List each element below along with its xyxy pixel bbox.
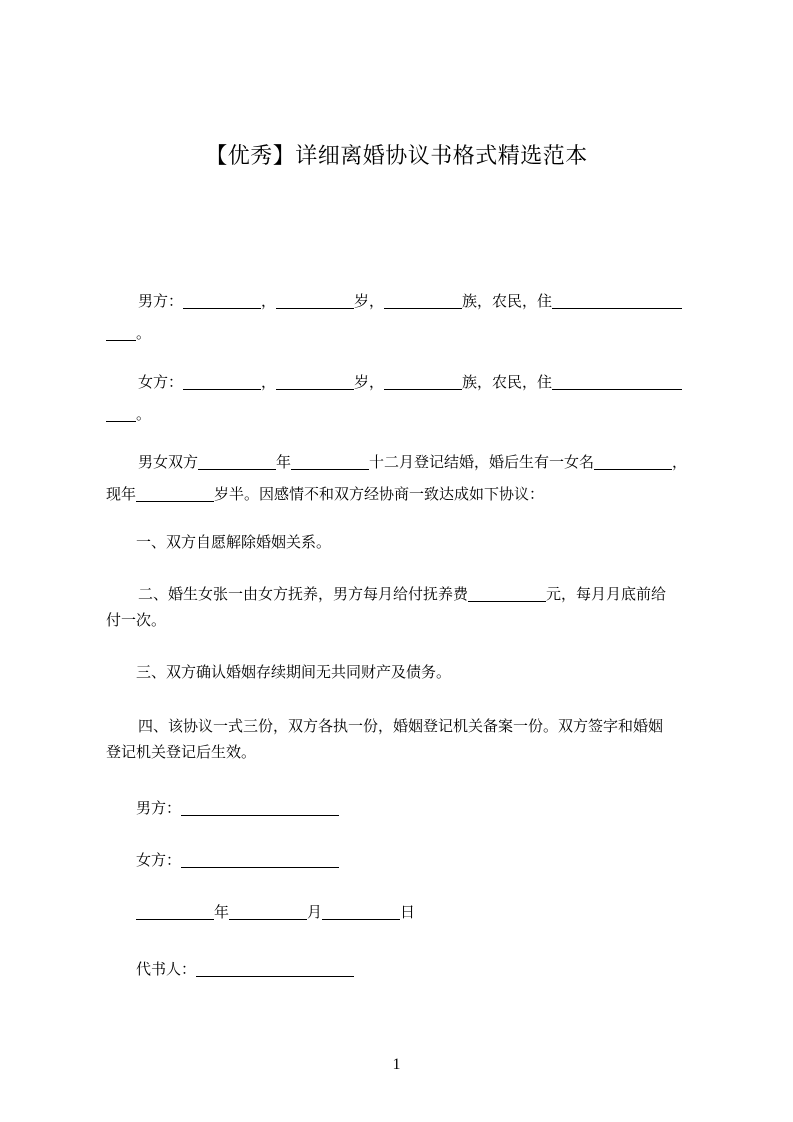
- woman-label: 女方：: [138, 373, 184, 391]
- clause-1: 一、双方自愿解除婚姻关系。: [136, 533, 332, 551]
- man-address-blank[interactable]: [552, 290, 682, 309]
- date-year-blank[interactable]: [136, 901, 214, 920]
- man-info-paragraph: [106, 285, 702, 317]
- clause-2-line2: 付一次。: [106, 611, 167, 629]
- man-signature-label: 男方：: [136, 799, 182, 817]
- woman-info-paragraph: [106, 366, 702, 398]
- clause-2: [106, 578, 702, 610]
- woman-separator: ，: [261, 373, 277, 391]
- date-line: [136, 896, 415, 928]
- marriage-month-text: 十二月登记结婚，婚后生有一女名: [369, 453, 595, 471]
- woman-address-blank-cont[interactable]: [106, 403, 136, 422]
- marriage-day-blank[interactable]: [291, 451, 369, 470]
- document-title: 【优秀】详细离婚协议书格式精选范本: [205, 144, 588, 169]
- woman-signature-label: 女方：: [136, 851, 182, 869]
- child-age-blank[interactable]: [136, 483, 214, 502]
- agent-signature-blank[interactable]: [196, 958, 354, 977]
- agent-signature-label: 代书人：: [136, 960, 197, 978]
- marriage-paragraph: [106, 446, 702, 478]
- woman-ethnic-blank[interactable]: [384, 371, 462, 390]
- now-year-label: 现年: [106, 485, 137, 503]
- page-number: 1: [392, 1056, 401, 1073]
- marriage-line2: [106, 478, 544, 510]
- woman-signature-line: [136, 844, 339, 876]
- agent-signature-line: [136, 953, 354, 985]
- clause-3: 三、双方确认婚姻存续期间无共同财产及债务。: [136, 663, 452, 681]
- marriage-year-label: 年: [276, 453, 292, 471]
- woman-age-suffix: 岁，: [354, 373, 385, 391]
- child-name-blank[interactable]: [594, 451, 672, 470]
- man-ethnic-blank[interactable]: [384, 290, 462, 309]
- woman-ethnic-suffix: 族，农民，住: [462, 373, 553, 391]
- man-address-blank-cont[interactable]: [106, 322, 136, 341]
- marriage-prefix: 男女双方: [138, 453, 199, 471]
- man-info-end: 。: [136, 324, 152, 342]
- man-separator: ，: [261, 292, 277, 310]
- man-label: 男方：: [138, 292, 184, 310]
- man-signature-blank[interactable]: [181, 797, 339, 816]
- woman-info-end: 。: [136, 405, 152, 423]
- man-signature-line: [136, 792, 339, 824]
- support-fee-blank[interactable]: [468, 583, 546, 602]
- man-age-suffix: 岁，: [354, 292, 385, 310]
- woman-age-blank[interactable]: [276, 371, 354, 390]
- clause-2-text-b: 元，每月月底前给: [546, 585, 667, 603]
- marriage-rest: 岁半。因感情不和双方经协商一致达成如下协议：: [214, 485, 545, 503]
- date-year-label: 年: [214, 903, 230, 921]
- man-age-blank[interactable]: [276, 290, 354, 309]
- date-day-label: 日: [400, 903, 416, 921]
- clause-4-line2: 登记机关登记后生效。: [106, 743, 257, 761]
- man-info-line2: [106, 317, 151, 349]
- clause-4: 四、该协议一式三份，双方各执一份，婚姻登记机关备案一份。双方签字和婚姻: [138, 717, 664, 735]
- clause-2-text-a: 二、婚生女张一由女方抚养，男方每月给付抚养费: [138, 585, 469, 603]
- date-month-blank[interactable]: [229, 901, 307, 920]
- woman-name-blank[interactable]: [183, 371, 261, 390]
- woman-signature-blank[interactable]: [181, 849, 339, 868]
- date-month-label: 月: [307, 903, 323, 921]
- marriage-comma: ，: [672, 453, 688, 471]
- man-ethnic-suffix: 族，农民，住: [462, 292, 553, 310]
- date-day-blank[interactable]: [322, 901, 400, 920]
- woman-info-line2: [106, 398, 151, 430]
- man-name-blank[interactable]: [183, 290, 261, 309]
- marriage-year-blank[interactable]: [198, 451, 276, 470]
- woman-address-blank[interactable]: [552, 371, 682, 390]
